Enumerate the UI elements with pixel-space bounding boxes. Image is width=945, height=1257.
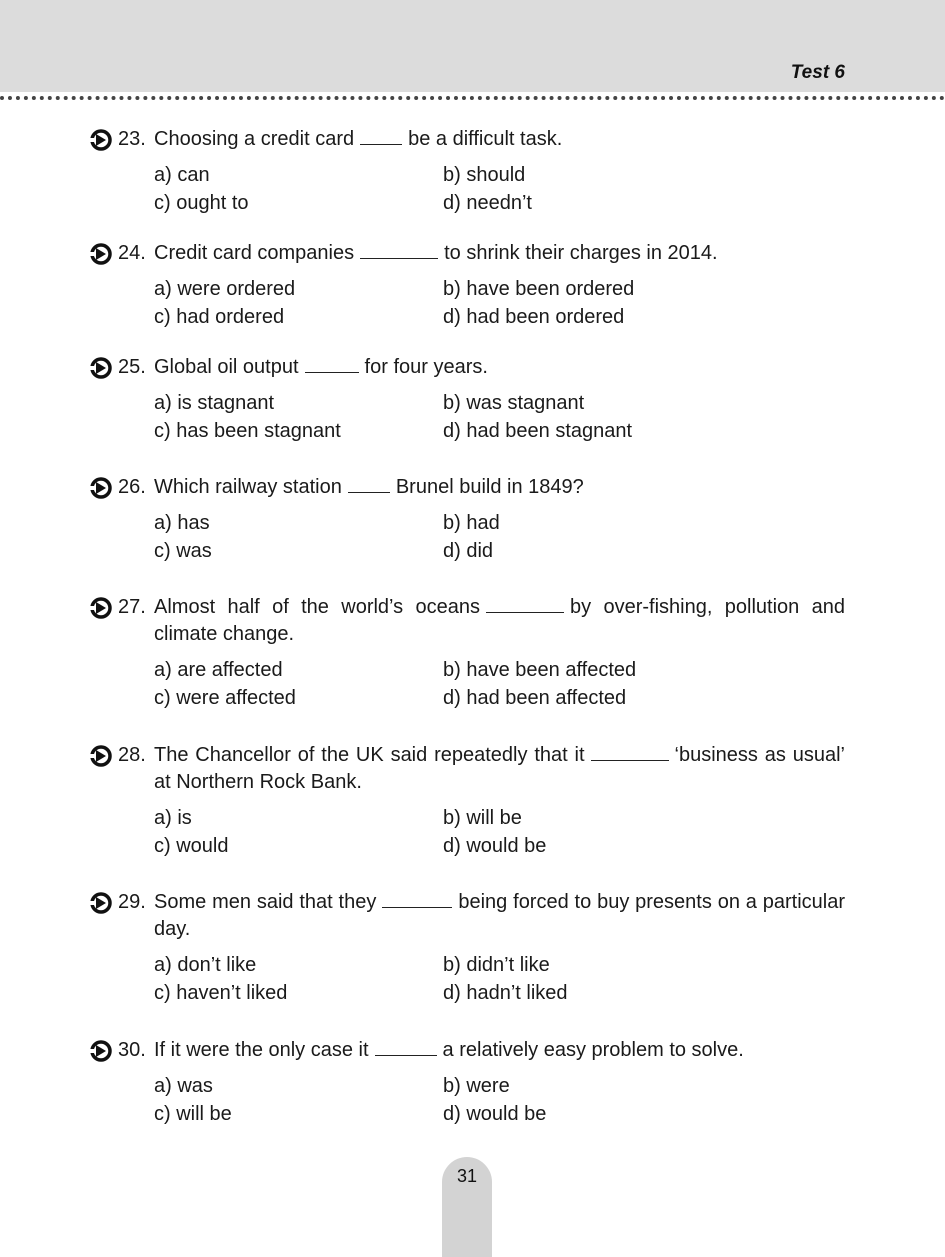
options-grid — [90, 656, 845, 712]
question-29 — [90, 889, 845, 1007]
stem-text-before: Credit card companies — [154, 242, 355, 264]
option-c[interactable]: c) has been stagnant — [154, 420, 341, 442]
options-grid — [90, 509, 845, 565]
options-grid — [90, 161, 845, 217]
option-b[interactable]: b) were — [443, 1075, 510, 1097]
dotted-divider — [0, 96, 945, 100]
question-25 — [90, 354, 845, 445]
arrow-bullet-icon — [90, 243, 112, 265]
arrow-bullet-icon — [90, 745, 112, 767]
arrow-bullet-icon — [90, 357, 112, 379]
question-30 — [90, 1037, 845, 1128]
stem-text-after: being forced to buy presents on a particular day. — [154, 891, 845, 940]
options-grid — [90, 804, 845, 860]
stem-text-after: by over-fishing, pollution and climate change. — [154, 596, 845, 645]
answer-blank — [591, 742, 669, 761]
option-d[interactable]: d) would be — [443, 1103, 547, 1125]
option-d[interactable]: d) would be — [443, 835, 547, 857]
answer-blank — [382, 889, 452, 908]
page-number: 31 — [456, 1166, 478, 1186]
options-grid — [90, 951, 845, 1007]
stem-text-before: Choosing a credit card — [154, 128, 355, 150]
answer-blank — [486, 594, 564, 613]
question-stem — [90, 474, 845, 501]
option-b[interactable]: b) have been affected — [443, 659, 637, 681]
option-a[interactable]: a) has — [154, 512, 210, 534]
option-b[interactable]: b) have been ordered — [443, 278, 635, 300]
answer-blank — [375, 1037, 437, 1056]
option-d[interactable]: d) had been ordered — [443, 306, 625, 328]
stem-text-after: be a difficult task. — [408, 128, 563, 150]
stem-text-before: If it were the only case it — [154, 1039, 369, 1061]
option-c[interactable]: c) was — [154, 540, 212, 562]
option-b[interactable]: b) will be — [443, 807, 522, 829]
question-24 — [90, 240, 845, 331]
question-stem — [90, 126, 845, 153]
option-a[interactable]: a) are affected — [154, 659, 283, 681]
question-number: 27. — [118, 596, 146, 618]
option-a[interactable]: a) was — [154, 1075, 213, 1097]
option-c[interactable]: c) will be — [154, 1103, 232, 1125]
stem-text-after: for four years. — [364, 356, 488, 378]
options-grid — [90, 1072, 845, 1128]
question-stem — [90, 240, 845, 267]
question-number: 25. — [118, 356, 146, 378]
question-number: 23. — [118, 128, 146, 150]
option-d[interactable]: d) did — [443, 540, 494, 562]
answer-blank — [360, 240, 438, 259]
stem-text-after: Brunel build in 1849? — [395, 476, 584, 498]
question-27 — [90, 594, 845, 712]
question-number: 28. — [118, 744, 146, 766]
arrow-bullet-icon — [90, 892, 112, 914]
question-stem — [90, 594, 845, 648]
options-grid — [90, 275, 845, 331]
option-c[interactable]: c) would — [154, 835, 229, 857]
stem-text-before: Some men said that they — [154, 891, 377, 913]
options-grid — [90, 389, 845, 445]
option-b[interactable]: b) didn’t like — [443, 954, 550, 976]
option-c[interactable]: c) ought to — [154, 192, 249, 214]
option-d[interactable]: d) had been affected — [443, 687, 627, 709]
answer-blank — [360, 126, 402, 145]
option-a[interactable]: a) were ordered — [154, 278, 296, 300]
test-label: Test 6 — [790, 62, 845, 83]
option-c[interactable]: c) haven’t liked — [154, 982, 288, 1004]
question-number: 24. — [118, 242, 146, 264]
option-b[interactable]: b) had — [443, 512, 500, 534]
arrow-bullet-icon — [90, 597, 112, 619]
option-a[interactable]: a) don’t like — [154, 954, 257, 976]
arrow-bullet-icon — [90, 1040, 112, 1062]
stem-text-before: Global oil output — [154, 356, 299, 378]
question-number: 26. — [118, 476, 146, 498]
arrow-bullet-icon — [90, 129, 112, 151]
stem-text-before: The Chancellor of the UK said repeatedly that it — [154, 744, 585, 766]
question-stem — [90, 889, 845, 943]
question-26 — [90, 474, 845, 565]
option-c[interactable]: c) had ordered — [154, 306, 285, 328]
question-stem — [90, 1037, 845, 1064]
question-stem — [90, 354, 845, 381]
option-b[interactable]: b) was stagnant — [443, 392, 585, 414]
option-c[interactable]: c) were affected — [154, 687, 296, 709]
option-a[interactable]: a) is — [154, 807, 192, 829]
option-d[interactable]: d) had been stagnant — [443, 420, 633, 442]
question-number: 30. — [118, 1039, 146, 1061]
option-d[interactable]: d) needn’t — [443, 192, 532, 214]
option-d[interactable]: d) hadn’t liked — [443, 982, 568, 1004]
arrow-bullet-icon — [90, 477, 112, 499]
stem-text-after: ‘business as usual’ at Northern Rock Bank. — [154, 744, 845, 793]
stem-text-after: a relatively easy problem to solve. — [442, 1039, 744, 1061]
option-b[interactable]: b) should — [443, 164, 526, 186]
answer-blank — [305, 354, 359, 373]
option-a[interactable]: a) is stagnant — [154, 392, 275, 414]
stem-text-before: Which railway station — [154, 476, 342, 498]
stem-text-before: Almost half of the world’s oceans — [154, 596, 480, 618]
question-23 — [90, 126, 845, 217]
question-stem — [90, 742, 845, 796]
stem-text-after: to shrink their charges in 2014. — [444, 242, 718, 264]
question-28 — [90, 742, 845, 860]
question-number: 29. — [118, 891, 146, 913]
answer-blank — [348, 474, 390, 493]
option-a[interactable]: a) can — [154, 164, 210, 186]
